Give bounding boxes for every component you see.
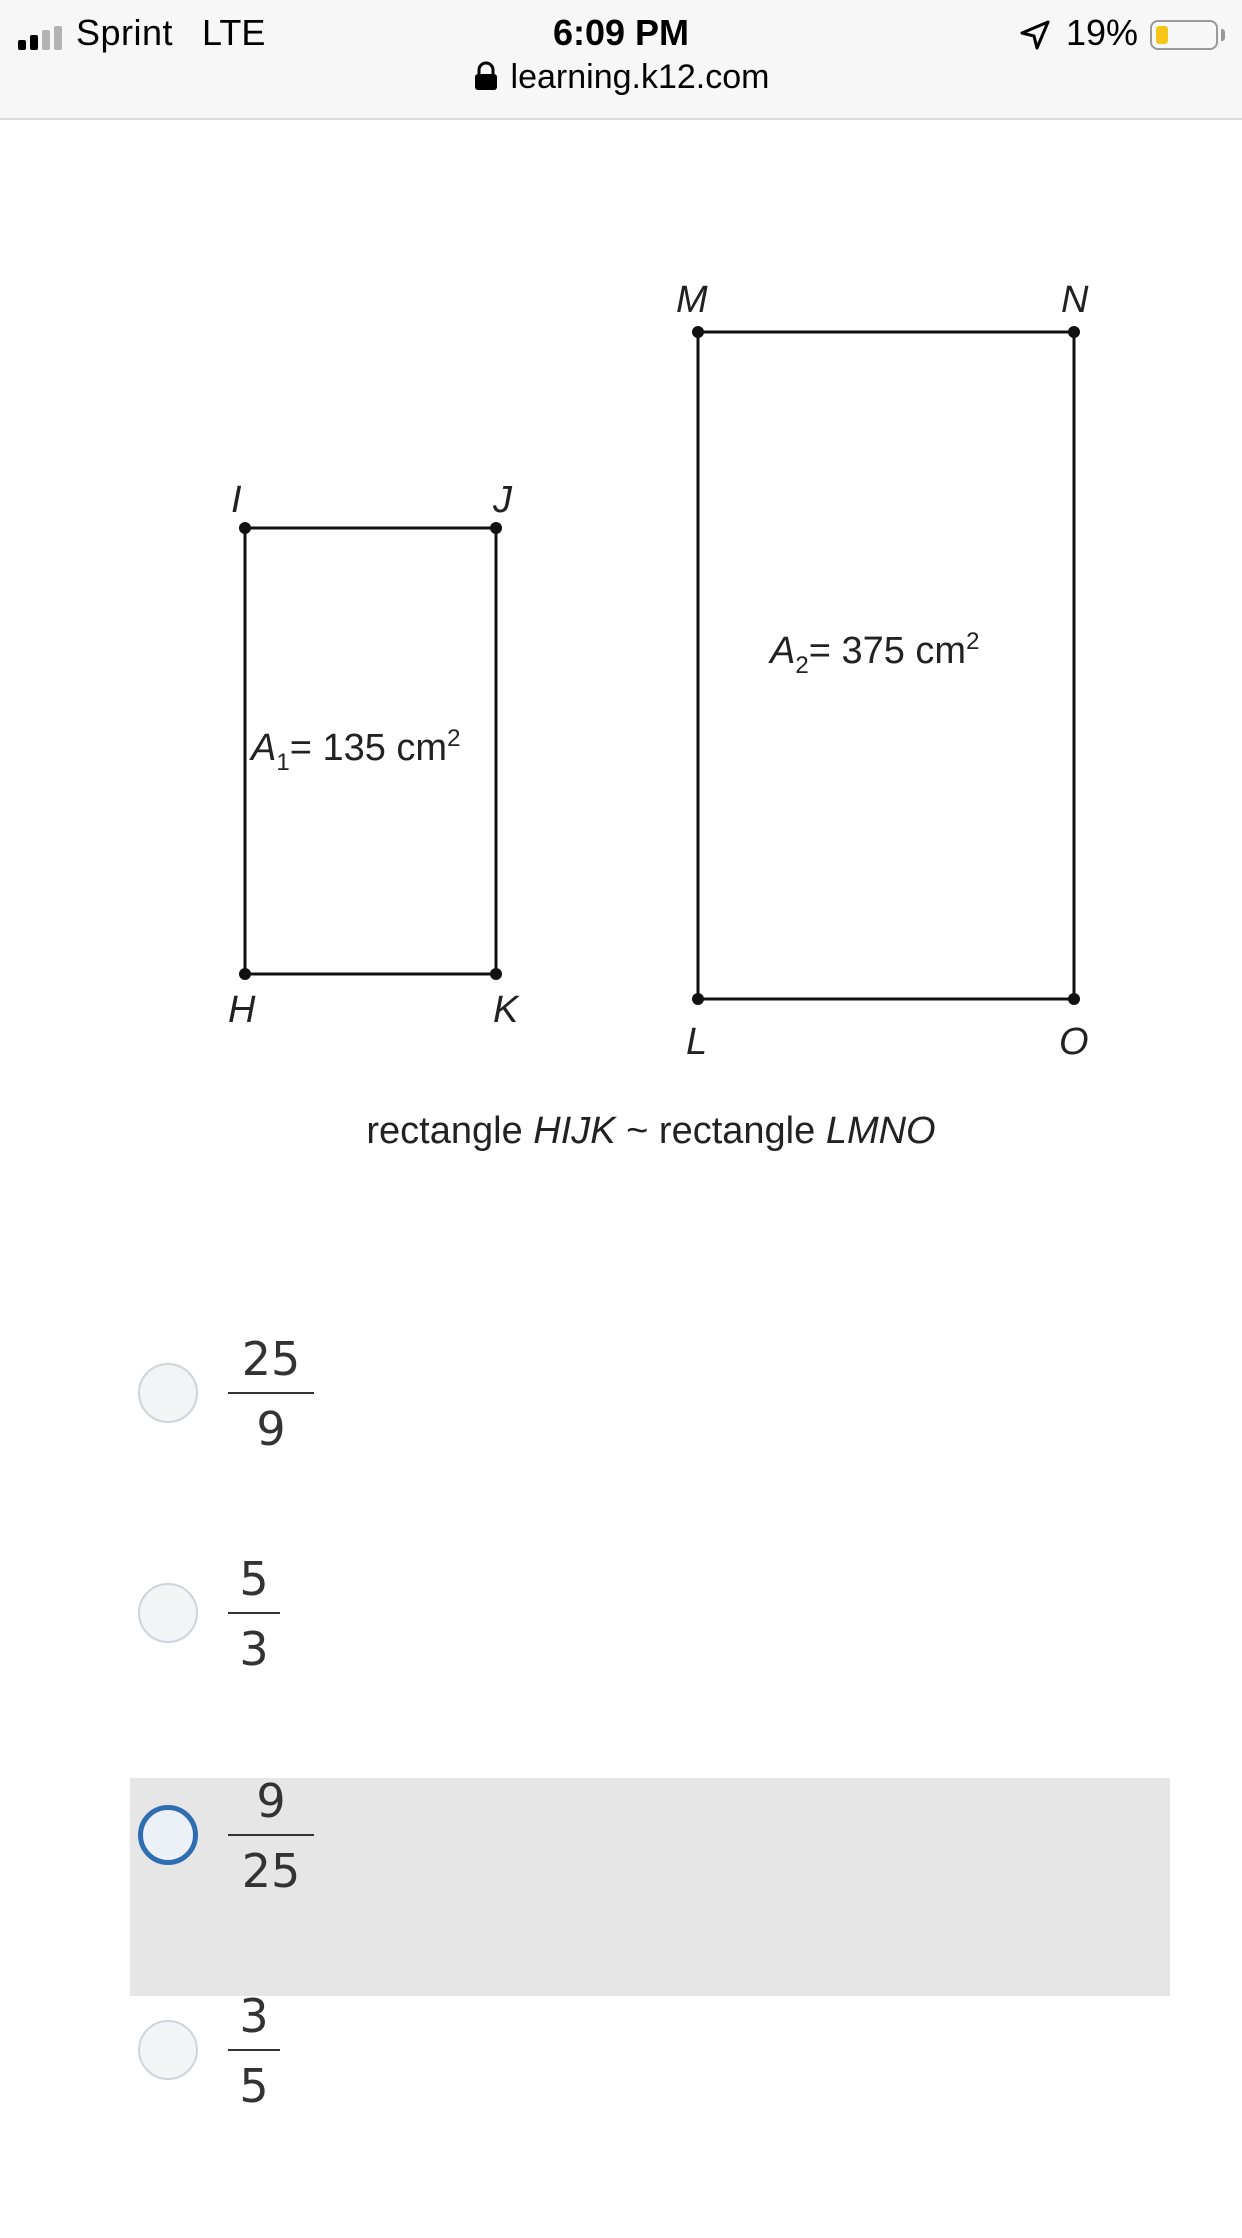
- vertex-k-point: [490, 968, 502, 980]
- answer-option-2[interactable]: [130, 1550, 1170, 1768]
- area-label-a1: $A_1= 135$ $cm^2$: [251, 725, 461, 776]
- similarity-caption: rectangle HIJK ~ rectangle LMNO: [366, 1110, 936, 1152]
- vertex-l-point: [692, 993, 704, 1005]
- status-bar: [0, 8, 1242, 56]
- lock-icon: [473, 61, 499, 91]
- radio-button[interactable]: [138, 1363, 198, 1423]
- browser-top-bar: [0, 0, 1242, 120]
- vertex-j-point: [490, 522, 502, 534]
- fraction: [226, 1987, 282, 2115]
- fraction: [226, 1330, 316, 1458]
- vertex-label-l: L: [686, 1021, 708, 1063]
- radio-button[interactable]: [138, 1583, 198, 1643]
- vertex-label-j: J: [493, 479, 512, 521]
- similar-rectangles-figure: [0, 250, 1242, 1200]
- battery-cap: [1221, 29, 1225, 41]
- denominator: 5: [239, 2059, 269, 2113]
- vertex-label-n: N: [1061, 279, 1089, 321]
- fraction-bar: [228, 1834, 314, 1836]
- fraction-bar: [228, 2049, 280, 2051]
- numerator: 25: [241, 1332, 301, 1386]
- vertex-i-point: [239, 522, 251, 534]
- location-arrow-icon: [1018, 18, 1052, 52]
- vertex-o-point: [1068, 993, 1080, 1005]
- vertex-label-m: M: [676, 279, 708, 321]
- address-bar[interactable]: [0, 58, 1242, 104]
- radio-button[interactable]: [138, 2020, 198, 2080]
- numerator: 3: [239, 1989, 269, 2043]
- network-type: LTE: [202, 12, 266, 53]
- fraction: [226, 1550, 282, 1678]
- url-text: learning.k12.com: [510, 58, 770, 96]
- fraction: [226, 1772, 316, 1900]
- vertex-label-o: O: [1059, 1021, 1089, 1063]
- denominator: 9: [256, 1402, 286, 1456]
- area-label-a2: $A_2= 375$ $cm^2$: [770, 628, 980, 679]
- battery-percent: 19%: [1066, 12, 1139, 53]
- vertex-label-k: K: [493, 989, 519, 1031]
- radio-button-selected[interactable]: [138, 1805, 198, 1865]
- numerator: 5: [239, 1552, 269, 1606]
- answer-option-1[interactable]: [130, 1330, 1170, 1548]
- vertex-label-i: I: [231, 479, 242, 521]
- status-time: 6:09 PM: [552, 12, 690, 53]
- vertex-label-h: H: [228, 989, 256, 1031]
- vertex-m-point: [692, 326, 704, 338]
- fraction-bar: [228, 1392, 314, 1394]
- answer-option-4[interactable]: [130, 1989, 1170, 2238]
- vertex-n-point: [1068, 326, 1080, 338]
- denominator: 25: [241, 1844, 301, 1898]
- answer-option-3[interactable]: [130, 1774, 1170, 1996]
- fraction-bar: [228, 1612, 280, 1614]
- denominator: 3: [239, 1622, 269, 1676]
- numerator: 9: [256, 1774, 286, 1828]
- rectangles-diagram: [0, 250, 1242, 1100]
- battery-icon: [1150, 20, 1218, 50]
- vertex-h-point: [239, 968, 251, 980]
- carrier-name: Sprint: [76, 12, 174, 53]
